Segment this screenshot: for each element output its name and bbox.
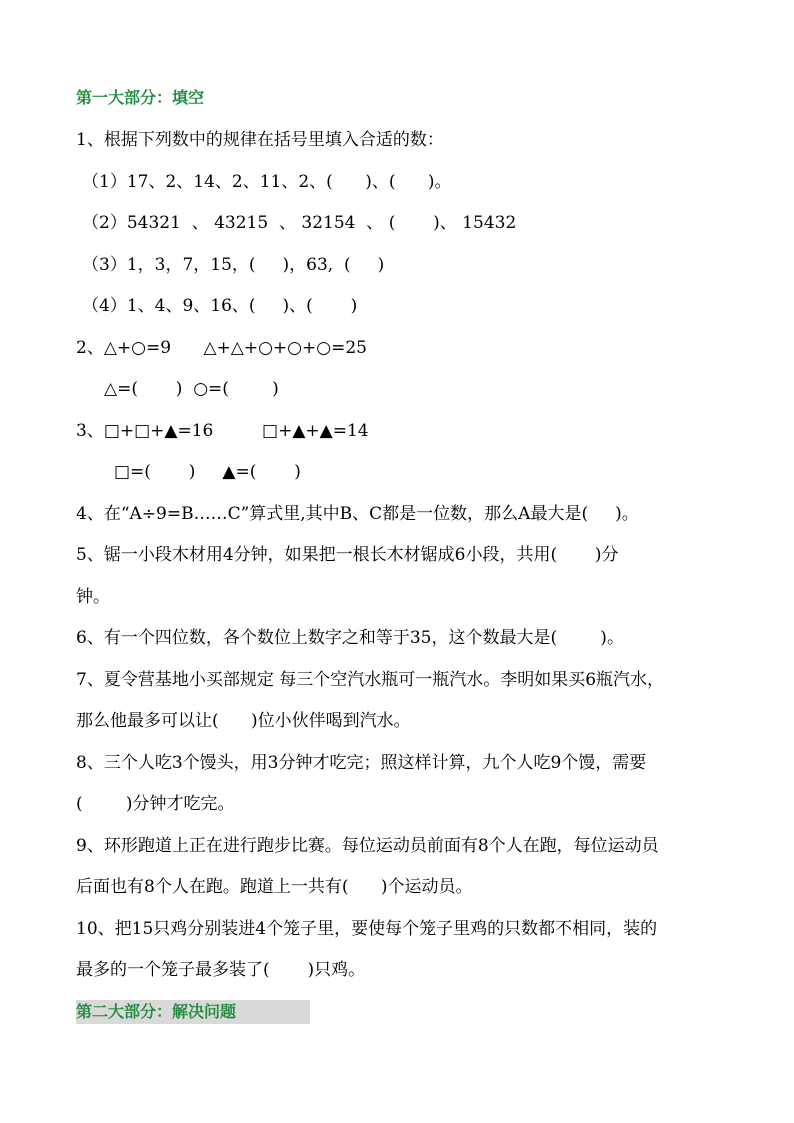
- question-7-line-1: 7、夏令营基地小买部规定 每三个空汽水瓶可一瓶汽水。李明如果买6瓶汽水，: [76, 670, 665, 690]
- section-heading-problem-solving: [76, 1000, 310, 1024]
- question-6: 6、有一个四位数，各个数位上数字之和等于35，这个数最大是( )。: [76, 628, 624, 648]
- question-1-part-4: （4）1、4、9、16、( )、( ): [82, 296, 358, 316]
- question-5-line-2: 钟。: [76, 587, 110, 607]
- question-9-line-1: 9、环形跑道上正在进行跑步比赛。每位运动员前面有8个人在跑，每位运动员: [76, 836, 659, 856]
- question-3: 3、□+□+▲=16 □+▲+▲=14: [76, 421, 369, 441]
- section-title: 第二大部分：解决问题: [76, 1002, 237, 1021]
- question-1-part-2: （2）54321 、 43215 、 32154 、 ( )、 15432: [82, 213, 517, 233]
- question-7-line-2: 那么他最多可以让( )位小伙伴喝到汽水。: [76, 711, 411, 731]
- section-title: 第一大部分：填空: [76, 88, 205, 107]
- question-4: 4、在“A÷9=B……C”算式里,其中B、C都是一位数，那么A最大是( )。: [76, 504, 639, 524]
- question-1-part-3: （3）1，3，7，15，( )，63, ( ): [82, 255, 385, 275]
- question-5-line-1: 5、锯一小段木材用4分钟，如果把一根长木材锯成6小段，共用( )分: [76, 545, 619, 565]
- question-3-answers: □=( ) ▲=( ): [114, 462, 301, 482]
- question-10-line-2: 最多的一个笼子最多装了( )只鸡。: [76, 960, 366, 980]
- question-2-answers: △=( ) ○=( ): [104, 379, 279, 399]
- question-8-line-1: 8、三个人吃3个馒头，用3分钟才吃完；照这样计算，九个人吃9个馒，需要: [76, 753, 647, 773]
- section-heading-fill-blanks: [76, 86, 210, 110]
- question-2: 2、△+○=9 △+△+○+○+○=25: [76, 338, 367, 358]
- question-9-line-2: 后面也有8个人在跑。跑道上一共有( )个运动员。: [76, 877, 473, 897]
- question-10-line-1: 10、把15只鸡分别装进4个笼子里，要使每个笼子里鸡的只数都不相同，装的: [76, 919, 658, 939]
- question-8-line-2: ( )分钟才吃完。: [76, 794, 235, 814]
- question-1-part-1: （1）17、2、14、2、11、2、( )、( )。: [82, 172, 452, 192]
- question-1: 1、根据下列数中的规律在括号里填入合适的数：: [76, 130, 444, 150]
